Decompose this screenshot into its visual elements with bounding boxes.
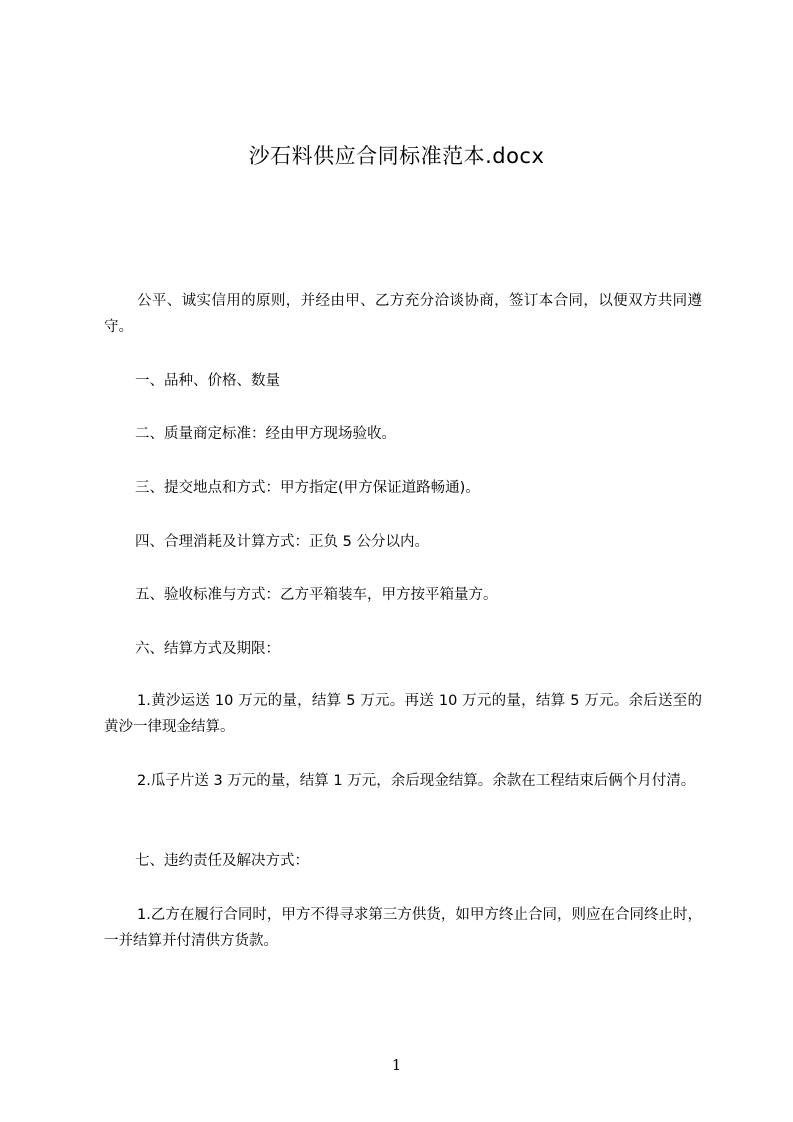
- section-heading-liability: 七、违约责任及解决方式：: [135, 853, 309, 869]
- intro-paragraph: 公平、诚实信用的原则，并经由甲、乙方充分洽谈协商，签订本合同，以便双方共同遵守。: [104, 293, 702, 335]
- document-title: 沙石料供应合同标准范本.docx: [248, 144, 545, 168]
- settlement-item-2: 2.瓜子片送 3 万元的量，结算 1 万元，余后现金结算。余款在工程结束后俩个月付清。: [137, 773, 696, 789]
- page-number: 1: [391, 1056, 402, 1074]
- section-heading-settlement: 六、结算方式及期限：: [135, 641, 280, 657]
- section-heading-acceptance: 五、验收标准与方式：乙方平箱装车，甲方按平箱量方。: [135, 587, 498, 603]
- section-heading-varieties: 一、品种、价格、数量: [135, 373, 280, 389]
- section-heading-delivery: 三、提交地点和方式：甲方指定(甲方保证道路畅通)。: [135, 480, 480, 496]
- liability-item-1: 1.乙方在履行合同时，甲方不得寻求第三方供货，如甲方终止合同，则应在合同终止时，一并结算并付清供方货款。: [104, 907, 702, 949]
- section-heading-consumption: 四、合理消耗及计算方式：正负 5 公分以内。: [135, 534, 429, 550]
- settlement-item-1: 1.黄沙运送 10 万元的量，结算 5 万元。再送 10 万元的量，结算 5 万元。余后送至的黄沙一律现金结算。: [104, 693, 702, 735]
- section-heading-quality: 二、质量商定标准：经由甲方现场验收。: [135, 426, 396, 442]
